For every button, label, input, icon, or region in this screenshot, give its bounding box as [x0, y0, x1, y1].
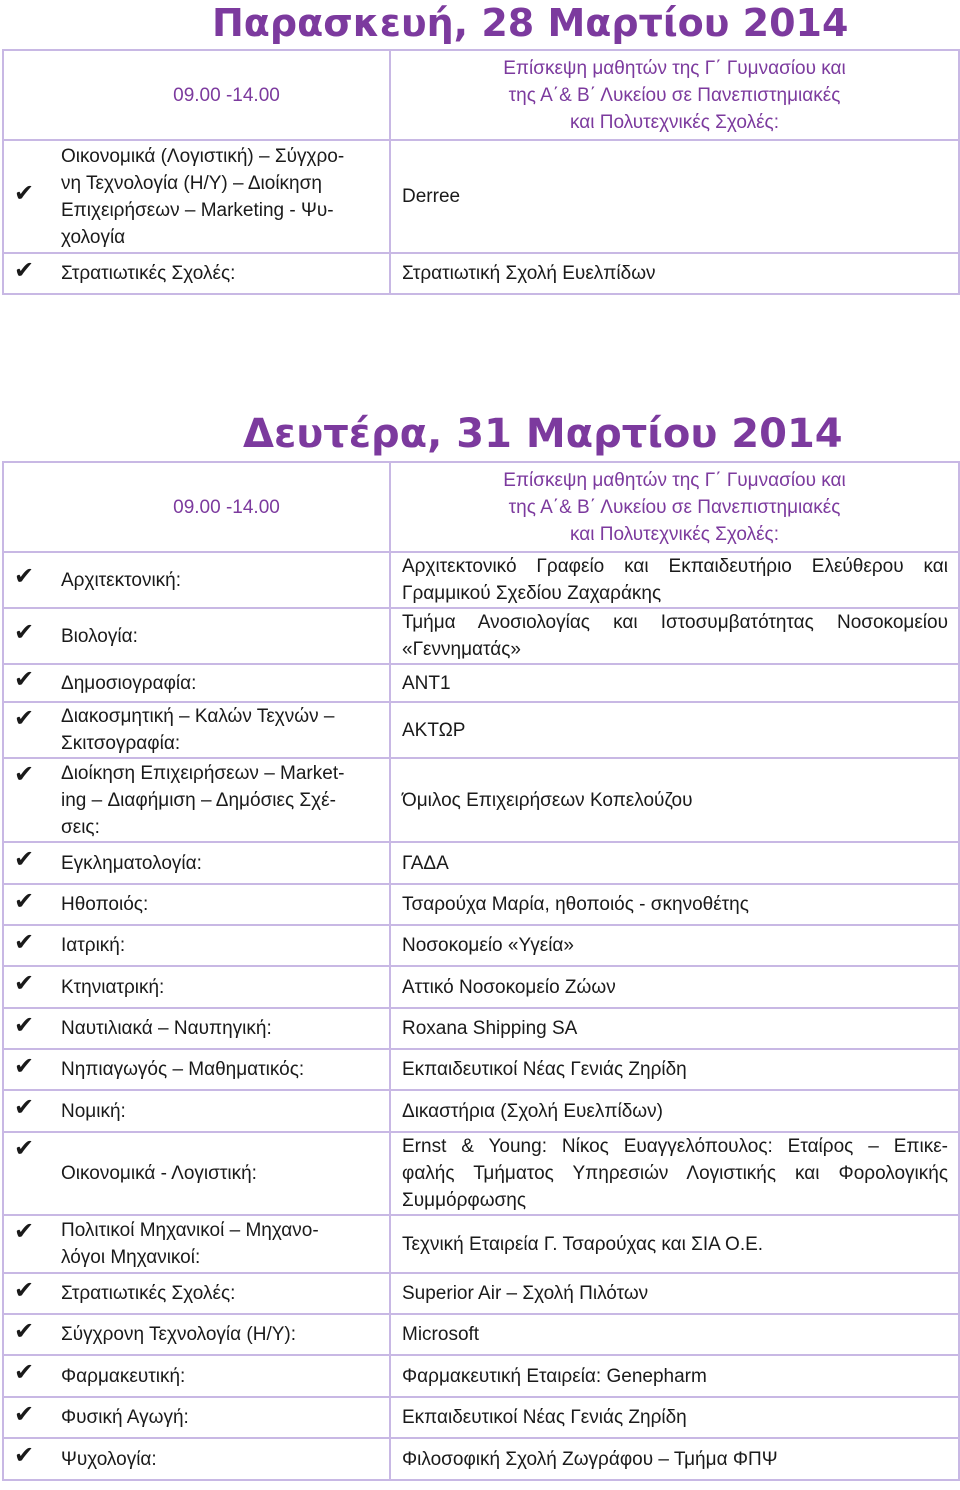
- host-line: Συμμόρφωσης: [402, 1190, 527, 1211]
- host-cell: [390, 1132, 959, 1215]
- schedule-row: [3, 842, 959, 884]
- host-cell: [390, 664, 959, 702]
- check-icon: ✔: [14, 1135, 35, 1162]
- check-icon: ✔: [14, 887, 35, 915]
- day2-table-body: [3, 462, 959, 1480]
- host-cell: [390, 1049, 959, 1090]
- field-cell: [3, 608, 390, 664]
- field-label-line: Ηθοποιός:: [61, 894, 149, 915]
- host-cell: [390, 884, 959, 925]
- field-label-line: Πολιτικοί Μηχανικοί – Μηχανο-: [61, 1220, 319, 1241]
- host-cell: [390, 1215, 959, 1273]
- field-cell: [3, 1438, 390, 1480]
- field-cell: [3, 758, 390, 842]
- schedule-row: [3, 925, 959, 966]
- field-label-line: Φαρμακευτική:: [61, 1365, 186, 1387]
- check-icon: ✔: [14, 1442, 35, 1469]
- check-icon: ✔: [14, 256, 35, 284]
- host-line: ΑΚΤΩΡ: [402, 719, 466, 741]
- check-icon: ✔: [14, 1094, 35, 1121]
- check-icon: ✔: [14, 1218, 35, 1245]
- field-cell: [3, 140, 390, 253]
- field-cell: [3, 1049, 390, 1090]
- check-icon: ✔: [14, 761, 35, 788]
- host-line: Αττικό Νοσοκομείο Ζώων: [402, 976, 616, 998]
- host-cell: [390, 1355, 959, 1397]
- field-label-line: Ναυτιλιακά – Ναυπηγική:: [61, 1018, 272, 1039]
- field-cell: [3, 966, 390, 1008]
- host-line: Δικαστήρια (Σχολή Ευελπίδων): [402, 1100, 663, 1122]
- host-cell: [390, 842, 959, 884]
- schedule-row: [3, 1355, 959, 1397]
- field-cell: [3, 664, 390, 702]
- field-cell: [3, 1090, 390, 1132]
- check-icon: ✔: [14, 1400, 35, 1428]
- field-label-line: Οικονομικά - Λογιστική:: [61, 1163, 257, 1184]
- host-cell: [390, 758, 959, 842]
- schedule-row: [3, 253, 959, 294]
- host-cell: [390, 925, 959, 966]
- visit-line: Επίσκεψη μαθητών της Γ΄ Γυμνασίου και: [503, 57, 846, 79]
- host-cell: [390, 1273, 959, 1314]
- host-cell: [390, 608, 959, 664]
- visit-line: Επίσκεψη μαθητών της Γ΄ Γυμνασίου και: [503, 469, 846, 491]
- host-line: Φιλοσοφική Σχολή Ζωγράφου – Τμήμα ΦΠΨ: [402, 1448, 778, 1470]
- visit-line: της Α΄& Β΄ Λυκείου σε Πανεπιστημιακές: [508, 84, 841, 106]
- field-label-line: Βιολογία:: [61, 625, 138, 647]
- field-label-line: Στρατιωτικές Σχολές:: [61, 263, 236, 284]
- field-label-line: Κτηνιατρική:: [61, 976, 165, 998]
- field-cell: [3, 925, 390, 966]
- check-icon: ✔: [14, 563, 35, 590]
- host-cell: [390, 1008, 959, 1049]
- check-icon: ✔: [14, 928, 35, 956]
- host-line: Superior Air – Σχολή Πιλότων: [402, 1283, 649, 1304]
- field-cell: [3, 1314, 390, 1355]
- host-line: φαλής Τμήματος Υπηρεσιών Λογιστικής και Φορολογικής: [402, 1163, 948, 1184]
- host-cell: [390, 1397, 959, 1438]
- field-cell: [3, 1215, 390, 1273]
- schedule-row: [3, 1090, 959, 1132]
- field-label-line: Διακοσμητική – Καλών Τεχνών –: [61, 706, 335, 727]
- field-cell: [3, 1273, 390, 1314]
- host-cell: [390, 1314, 959, 1355]
- field-label-line: Δημοσιογραφία:: [61, 672, 197, 694]
- schedule-row: [3, 552, 959, 608]
- visit-line: της Α΄& Β΄ Λυκείου σε Πανεπιστημιακές: [508, 496, 841, 518]
- schedule-row: [3, 1049, 959, 1090]
- field-label-line: νη Τεχνολογία (Η/Υ) – Διοίκηση: [61, 172, 322, 194]
- schedule-row: [3, 1438, 959, 1480]
- schedule-row: [3, 608, 959, 664]
- field-cell: [3, 1008, 390, 1049]
- host-cell: [390, 552, 959, 608]
- day1-header-row: [3, 50, 959, 140]
- host-line: Roxana Shipping SA: [402, 1018, 578, 1039]
- check-icon: ✔: [14, 970, 35, 997]
- check-icon: ✔: [14, 1011, 35, 1039]
- host-line: Τεχνική Εταιρεία Γ. Τσαρούχας και ΣΙΑ Ο.Ε.: [402, 1233, 764, 1255]
- check-icon: ✔: [14, 1359, 35, 1386]
- host-cell: [390, 702, 959, 758]
- field-label-line: Επιχειρήσεων – Marketing - Ψυ-: [61, 199, 334, 221]
- schedule-row: [3, 1314, 959, 1355]
- day2-visit-heading: [390, 462, 959, 552]
- schedule-row: [3, 1008, 959, 1049]
- day2-header-row: [3, 462, 959, 552]
- host-line: «Γεννηματάς»: [402, 639, 521, 660]
- day1-title: Παρασκευή, 28 Μαρτίου 2014: [212, 1, 849, 45]
- host-line: Νοσοκομείο «Υγεία»: [402, 935, 574, 956]
- host-line: Όμιλος Επιχειρήσεων Κοπελούζου: [402, 789, 693, 811]
- day2-time: 09.00 -14.00: [3, 462, 390, 552]
- host-line: Τσαρούχα Μαρία, ηθοποιός - σκηνοθέτης: [402, 894, 749, 915]
- host-line: Microsoft: [402, 1324, 480, 1345]
- check-icon: ✔: [14, 1317, 35, 1345]
- field-label-line: Ψυχολογία:: [61, 1448, 157, 1470]
- day1-time: 09.00 -14.00: [3, 50, 390, 140]
- field-label-line: Νομική:: [61, 1100, 126, 1122]
- field-label-line: Φυσική Αγωγή:: [61, 1407, 189, 1428]
- field-label-line: σεις:: [61, 816, 100, 838]
- schedule-row: [3, 1273, 959, 1314]
- host-line: Γραμμικού Σχεδίου Ζαχαράκης: [402, 583, 662, 604]
- day1-table-body: [3, 50, 959, 294]
- host-line: Derree: [402, 186, 461, 207]
- host-line: ΑΝΤ1: [402, 672, 451, 694]
- field-label-line: Διοίκηση Επιχειρήσεων – Market-: [61, 762, 345, 784]
- field-label-line: Αρχιτεκτονική:: [61, 569, 182, 591]
- check-icon: ✔: [14, 619, 35, 646]
- host-cell: [390, 1438, 959, 1480]
- field-cell: [3, 1355, 390, 1397]
- day1-visit-heading: [390, 50, 959, 140]
- field-label-line: Σύγχρονη Τεχνολογία (Η/Υ):: [61, 1324, 297, 1345]
- schedule-row: [3, 1132, 959, 1215]
- field-label-line: Στρατιωτικές Σχολές:: [61, 1283, 236, 1304]
- host-line: Αρχιτεκτονικό Γραφείο και Εκπαιδευτήριο Ελεύθερου και: [402, 556, 948, 577]
- field-cell: [3, 1132, 390, 1215]
- check-icon: ✔: [14, 666, 35, 693]
- field-cell: [3, 253, 390, 294]
- host-line: Ernst & Young: Νίκος Ευαγγελόπουλος: Εταίρος – Επικε-: [402, 1136, 948, 1157]
- day2-schedule-table: [2, 461, 960, 1481]
- host-cell: [390, 966, 959, 1008]
- visit-line: και Πολυτεχνικές Σχολές:: [569, 523, 779, 545]
- check-icon: ✔: [14, 179, 35, 207]
- check-icon: ✔: [14, 1052, 35, 1080]
- field-label-line: Εγκληματολογία:: [61, 852, 202, 874]
- field-label-line: Οικονομικά (Λογιστική) – Σύγχρο-: [61, 145, 345, 167]
- day1-schedule-table: [2, 49, 960, 295]
- field-cell: [3, 702, 390, 758]
- schedule-row: [3, 758, 959, 842]
- field-label-line: ing – Διαφήμιση – Δημόσιες Σχέ-: [61, 789, 336, 811]
- field-cell: [3, 552, 390, 608]
- check-icon: ✔: [14, 846, 35, 873]
- field-label-line: Σκιτσογραφία:: [61, 733, 181, 754]
- field-label-line: Ιατρική:: [61, 935, 126, 956]
- host-cell: [390, 1090, 959, 1132]
- field-label-line: λόγοι Μηχανικοί:: [61, 1247, 201, 1268]
- field-label-line: χολογία: [61, 226, 126, 248]
- field-cell: [3, 842, 390, 884]
- schedule-row: [3, 1397, 959, 1438]
- field-cell: [3, 884, 390, 925]
- host-cell: [390, 253, 959, 294]
- schedule-row: [3, 884, 959, 925]
- host-line: Τμήμα Ανοσιολογίας και Ιστοσυμβατότητας Νοσοκομείου: [402, 612, 948, 633]
- host-cell: [390, 140, 959, 253]
- host-line: Στρατιωτική Σχολή Ευελπίδων: [402, 263, 656, 284]
- host-line: Εκπαιδευτικοί Νέας Γενιάς Ζηρίδη: [402, 1059, 687, 1080]
- field-cell: [3, 1397, 390, 1438]
- field-label-line: Νηπιαγωγός – Μαθηματικός:: [61, 1059, 305, 1080]
- schedule-row: [3, 966, 959, 1008]
- host-line: Φαρμακευτική Εταιρεία: Genepharm: [402, 1365, 707, 1387]
- check-icon: ✔: [14, 705, 35, 732]
- host-line: Εκπαιδευτικοί Νέας Γενιάς Ζηρίδη: [402, 1407, 687, 1428]
- schedule-row: [3, 1215, 959, 1273]
- schedule-row: [3, 140, 959, 253]
- schedule-row: [3, 702, 959, 758]
- host-line: ΓΑΔΑ: [402, 852, 449, 874]
- check-icon: ✔: [14, 1276, 35, 1304]
- day2-title: Δευτέρα, 31 Μαρτίου 2014: [243, 411, 843, 457]
- visit-line: και Πολυτεχνικές Σχολές:: [569, 111, 779, 133]
- schedule-row: [3, 664, 959, 702]
